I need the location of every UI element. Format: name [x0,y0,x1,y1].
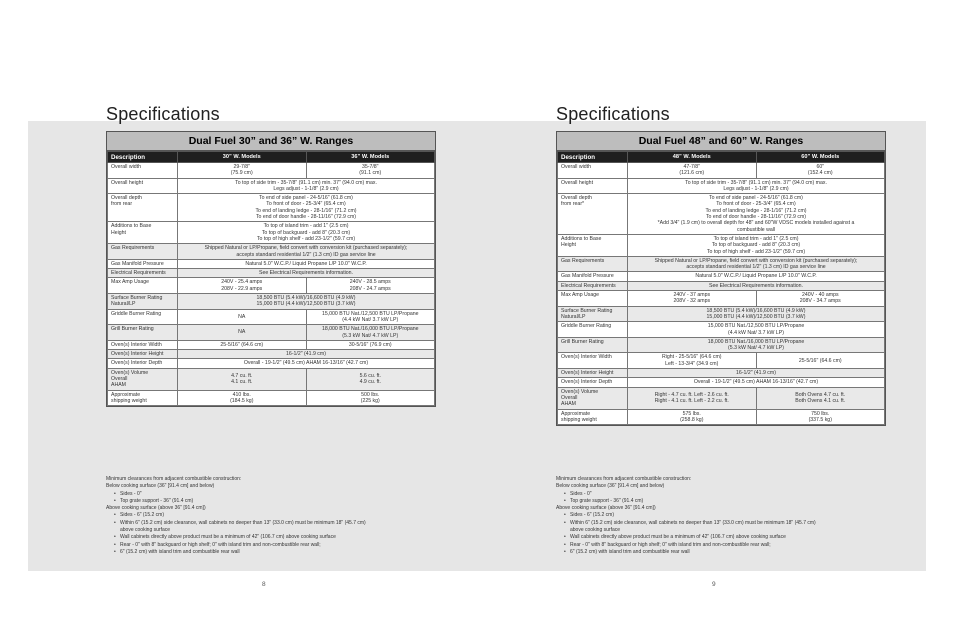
header-model-b: 60” W. Models [756,152,885,163]
table-body [108,163,435,406]
row-value: Overall - 19-1/2" (49.5 cm) AHAM 16-13/16" (42.7 cm) [628,378,885,387]
row-label: Overall width [558,163,628,179]
row-label: Gas Manifold Pressure [108,259,178,268]
row-value: 15,000 BTU Nat./12,500 BTU LP/Propane (4.4 kW Nat/ 3.7 kW LP) [628,322,885,338]
table-row [558,163,885,179]
header-description: Description [108,152,178,163]
row-label: Overall depth from rear* [558,194,628,235]
row-value: Overall - 19-1/2" (49.5 cm) AHAM 16-13/16" (42.7 cm) [178,359,435,368]
row-value: 25-5/16" (64.6 cm) [178,340,307,349]
row-value: Natural 5.0" W.C.P./ Liquid Propane L/P 10.0" W.C.P. [628,272,885,281]
table-row [108,178,435,194]
row-label: Grill Burner Rating [108,325,178,341]
table-row [108,194,435,222]
table-row [558,194,885,235]
row-label: Overall width [108,163,178,179]
row-value: 35-7/8" (91.1 cm) [306,163,435,179]
note-item: • Wall cabinets directly above product must be a minimum of 42" (106.7 cm) above cooking surface [556,534,886,541]
row-value: See Electrical Requirements information. [178,269,435,278]
row-label: Gas Requirements [558,256,628,272]
note-item: • 6" (15.2 cm) with island trim and combustible rear wall [556,549,886,556]
notes-intro: Minimum clearances from adjacent combustible construction: Below cooking surface (36" [91.4 cm] and below) [106,476,242,490]
row-label: Gas Requirements [108,244,178,260]
note-item: • Sides - 0" [106,491,436,498]
row-label: Additions to Base Height [558,234,628,256]
header-model-a: 48” W. Models [628,152,757,163]
table-row [108,222,435,244]
row-value: 750 lbs. (337.5 kg) [756,409,885,425]
page-heading: Specifications [106,104,220,124]
row-value: 410 lbs. (184.5 kg) [178,390,307,406]
note-item: • 6" (15.2 cm) with island trim and combustible rear wall [106,549,436,556]
row-value: 16-1/2" (41.9 cm) [178,350,435,359]
note-item: • Sides - 0" [556,491,886,498]
table-row [108,325,435,341]
row-value: 15,000 BTU Nat./12,500 BTU LP/Propane (4.4 kW Nat/ 3.7 kW LP) [306,309,435,325]
header-description: Description [558,152,628,163]
row-label: Surface Burner Rating Natural/LP [558,306,628,322]
row-value: 25-5/16" (64.6 cm) [756,353,885,369]
row-value: To end of side panel - 24-5/16" (61.8 cm) To front of door - 25-3/4" (65.4 cm) To end of landing ledge - 28-1/16" (71.2 cm) To end of door handle - 28-11/16" (72.9 cm) [178,194,435,222]
note-item: • Rear - 0" with 8" backguard or high shelf; 0" with island trim and non-combustible rear wall; [106,542,436,549]
table-row [108,278,435,294]
row-value: To top of side trim - 35-7/8" (91.1 cm) min. 37" (94.0 cm) max. Legs adjust - 1-1/8" (2.9 cm) [178,178,435,194]
note-item: • Sides - 6" (15.2 cm) [106,512,436,519]
page-number: 9 [712,581,716,588]
table-row [558,291,885,307]
table-row [108,244,435,260]
table-row [108,350,435,359]
header-model-b: 36” W. Models [306,152,435,163]
row-value: NA [178,309,307,325]
table-row [558,178,885,194]
row-value: 18,500 BTU (5.4 kW)/16,600 BTU (4.9 kW) 15,000 BTU (4.4 kW)/12,500 BTU (3.7 kW) [628,306,885,322]
notes-below-list [556,491,886,506]
note-item: • Top grate support - 36" (91.4 cm) [106,498,436,505]
notes-above-list [556,512,886,556]
table-row [108,309,435,325]
table-row [108,163,435,179]
row-label: Oven(s) Interior Height [108,350,178,359]
clearance-notes [106,476,436,556]
row-value: 240V - 37 amps 208V - 32 amps [628,291,757,307]
row-value: To top of side trim - 35-7/8" (91.1 cm) min. 37" (94.0 cm) max. Legs adjust - 1-1/8" (2.9 cm) [628,178,885,194]
row-value: Shipped Natural or LP/Propane, field convert with conversion kit (purchased separately); accepts standard residential 1/2" (1.3 cm) ID gas service line [628,256,885,272]
table-row [558,378,885,387]
note-item: • Within 6" (15.2 cm) side clearance, wall cabinets no deeper than 13" (33.0 cm) must be minimum 18" (45.7 cm) above cooking surface [556,520,886,535]
row-label: Oven(s) Volume Overall AHAM [558,387,628,409]
row-value: 47-7/8" (121.6 cm) [628,163,757,179]
row-label: Oven(s) Interior Width [108,340,178,349]
notes-intro: Minimum clearances from adjacent combustible construction: Below cooking surface (36" [91.4 cm] and below) [556,476,692,490]
row-value: 240V - 28.5 amps 208V - 24.7 amps [306,278,435,294]
table-row [558,409,885,425]
row-value: 5.6 cu. ft. 4.9 cu. ft. [306,368,435,390]
row-label: Oven(s) Volume Overall AHAM [108,368,178,390]
row-label: Electrical Requirements [108,269,178,278]
row-label: Overall depth from rear [108,194,178,222]
spec-table [107,151,435,406]
table-row [108,390,435,406]
table-row [108,269,435,278]
row-value: 240V - 25.4 amps 208V - 22.9 amps [178,278,307,294]
note-item: • Within 6" (15.2 cm) side clearance, wall cabinets no deeper than 13" (33.0 cm) must be minimum 18" (45.7 cm) above cooking surface [106,520,436,535]
row-value: To top of island trim - add 1" (2.5 cm) To top of backguard - add 8" (20.3 cm) To top of high shelf - add 23-1/2" (59.7 cm) [628,234,885,256]
table-row [558,256,885,272]
row-value: Right - 25-5/16" (64.6 cm) Left - 13-3/4" (34.9 cm) [628,353,757,369]
row-value: NA [178,325,307,341]
table-row [558,281,885,290]
clearance-notes [556,476,886,556]
row-value: 18,500 BTU (5.4 kW)/16,600 BTU (4.9 kW) 15,000 BTU (4.4 kW)/12,500 BTU (3.7 kW) [178,294,435,310]
spec-table-48-60 [556,131,886,426]
row-value: To top of island trim - add 1" (2.5 cm) To top of backguard - add 8" (20.3 cm) To top of high shelf - add 23-1/2" (59.7 cm) [178,222,435,244]
row-value: 4.7 cu. ft. 4.1 cu. ft. [178,368,307,390]
table-row [558,369,885,378]
row-label: Griddle Burner Rating [108,309,178,325]
row-label: Max Amp Usage [558,291,628,307]
table-title: Dual Fuel 48” and 60” W. Ranges [557,132,885,151]
row-value: Right - 4.7 cu. ft. Left - 2.6 cu. ft. Right - 4.1 cu. ft. Left - 2.2 cu. ft. [628,387,757,409]
note-item: • Wall cabinets directly above product must be a minimum of 42" (106.7 cm) above cooking surface [106,534,436,541]
row-label: Grill Burner Rating [558,337,628,353]
table-title: Dual Fuel 30” and 36” W. Ranges [107,132,435,151]
table-row [108,340,435,349]
note-item: • Rear - 0" with 8" backguard or high shelf; 0" with island trim and non-combustible rear wall; [556,542,886,549]
table-row [558,387,885,409]
row-value: Natural 5.0" W.C.P./ Liquid Propane L/P 10.0" W.C.P. [178,259,435,268]
row-value: 18,000 BTU Nat./16,000 BTU LP/Propane (5.3 kW Nat/ 4.7 kW LP) [628,337,885,353]
row-label: Oven(s) Interior Depth [558,378,628,387]
table-header-row [558,152,885,163]
table-row [558,272,885,281]
row-value: 575 lbs. (258.8 kg) [628,409,757,425]
row-label: Overall height [558,178,628,194]
notes-above-label: Above cooking surface (above 36" [91.4 cm]) [556,505,656,512]
row-label: Additions to Base Height [108,222,178,244]
table-row [558,234,885,256]
header-model-a: 30” W. Models [178,152,307,163]
row-value: 240V - 40 amps 208V - 34.7 amps [756,291,885,307]
table-row [108,259,435,268]
table-row [108,368,435,390]
table-row [558,353,885,369]
spec-table [557,151,885,425]
row-value: 29-7/8" (75.9 cm) [178,163,307,179]
row-value: 60" (152.4 cm) [756,163,885,179]
row-label: Gas Manifold Pressure [558,272,628,281]
row-value: To end of side panel - 24-5/16" (61.8 cm) To front of door - 25-3/4" (65.4 cm) To end of landing ledge - 28-1/16" (71.2 cm) To end of door handle - 28-11/16" (72.9 cm) *Add 3/4" (1.9 cm) to overall depth for 48" and 60"W VDSC models installed against a combustible wall [628,194,885,235]
table-row [558,322,885,338]
table-row [108,359,435,368]
row-label: Max Amp Usage [108,278,178,294]
row-label: Oven(s) Interior Width [558,353,628,369]
row-label: Griddle Burner Rating [558,322,628,338]
row-value: 16-1/2" (41.9 cm) [628,369,885,378]
notes-below-list [106,491,436,506]
table-body [558,163,885,425]
note-item: • Sides - 6" (15.2 cm) [556,512,886,519]
row-value: 18,000 BTU Nat./16,000 BTU LP/Propane (5.3 kW Nat/ 4.7 kW LP) [306,325,435,341]
table-row [558,337,885,353]
row-label: Electrical Requirements [558,281,628,290]
page-heading: Specifications [556,104,670,124]
row-label: Oven(s) Interior Height [558,369,628,378]
row-value: See Electrical Requirements information. [628,281,885,290]
row-label: Surface Burner Rating Natural/LP [108,294,178,310]
row-value: 500 lbs. (225 kg) [306,390,435,406]
notes-above-list [106,512,436,556]
row-value: Both Ovens 4.7 cu. ft. Both Ovens 4.1 cu. ft. [756,387,885,409]
row-label: Overall height [108,178,178,194]
table-header-row [108,152,435,163]
notes-above-label: Above cooking surface (above 36" [91.4 cm]) [106,505,206,512]
page-number: 8 [262,581,266,588]
row-value: Shipped Natural or LP/Propane, field convert with conversion kit (purchased separately); accepts standard residential 1/2" (1.3 cm) ID gas service line [178,244,435,260]
spec-table-30-36 [106,131,436,407]
row-label: Approximate shipping weight [558,409,628,425]
row-label: Oven(s) Interior Depth [108,359,178,368]
note-item: • Top grate support - 36" (91.4 cm) [556,498,886,505]
table-row [558,306,885,322]
table-row [108,294,435,310]
row-value: 30-5/16" (76.9 cm) [306,340,435,349]
row-label: Approximate shipping weight [108,390,178,406]
